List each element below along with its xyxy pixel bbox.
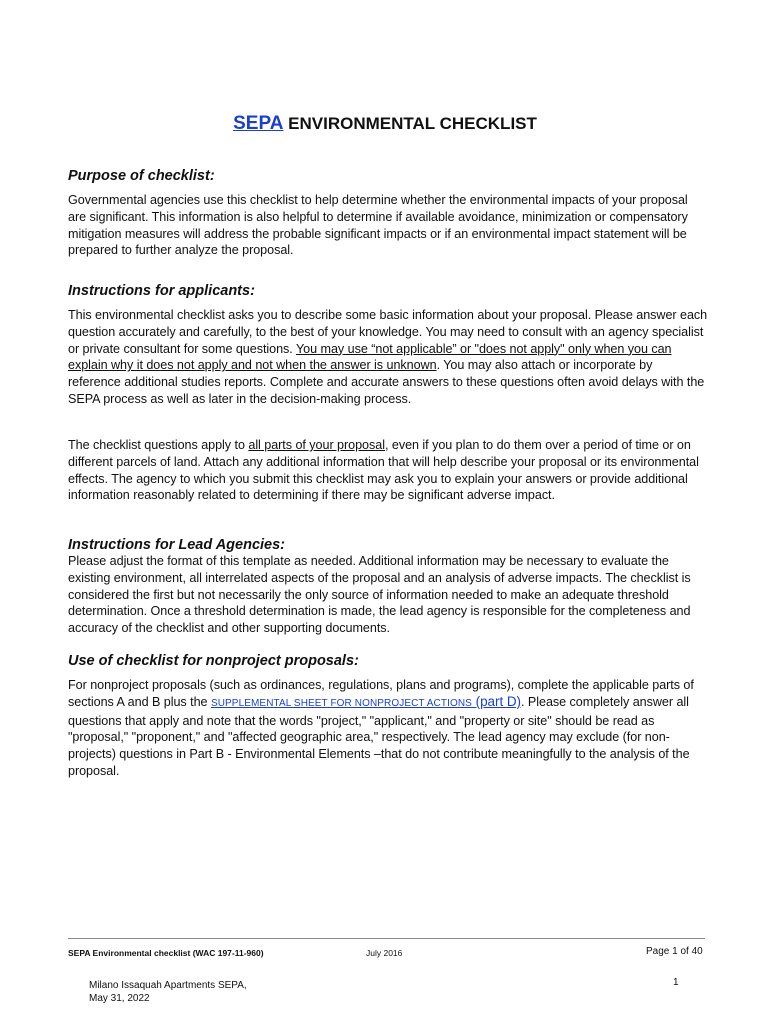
title-text: ENVIRONMENTAL CHECKLIST [283, 114, 537, 133]
purpose-text: Governmental agencies use this checklist to help determine whether the environmental impacts of your proposal are significant. This information is also helpful to determine if available avoidance, minimization or compensatory mitigation measures will address the probable significant impacts or if an environmental impact statement will be prepared to further analyze the proposal. [68, 193, 688, 258]
applicants-paragraph-1 [68, 307, 708, 408]
nonproject-text-end: . Please completely answer all questions that apply and note that the words "project," "applicant," and "property or site" should be read as "proposal," "proponent," and "affected geographic area," respectively. The lead agency may exclude (for non-projects) questions in Part B - Environmental Elements –that do not contribute meaningfully to the analysis of the proposal. [68, 694, 690, 778]
sepa-link[interactable]: SEPA [233, 113, 284, 134]
nonproject-heading: Use of checklist for nonproject proposals: [68, 653, 359, 669]
project-stamp-date: May 31, 2022 [89, 993, 150, 1004]
footer-page-count: Page 1 of 40 [646, 946, 703, 957]
footer-divider [68, 938, 705, 939]
lead-agencies-text: Please adjust the format of this template as needed. Additional information may be necessary to evaluate the existing environment, all interrelated aspects of the proposal and an analysis of adverse impacts. The checklist is considered the first but not necessarily the only source of information needed to make an adequate threshold determination. Once a threshold determination is made, the lead agency is responsible for the completeness and accuracy of the checklist and other supporting documents. [68, 554, 691, 636]
project-stamp [89, 979, 247, 1005]
footer-document-name: SEPA Environmental checklist (WAC 197-11-960) [68, 948, 264, 958]
applicants-p1-text-end: . You may also attach or incorporate by reference additional studies reports. Complete and accurate answers to these questions often avoid delays with the SEPA process as well as later in the decision-making process. [68, 358, 705, 406]
nonproject-text [68, 677, 708, 780]
applicants-p2-underlined: all parts of your proposal [248, 438, 385, 452]
nonproject-text-start: For nonproject proposals (such as ordinances, regulations, plans and programs), complete the applicable parts of sections A and B plus the [68, 678, 694, 709]
lead-agencies-heading: Instructions for Lead Agencies: [68, 537, 285, 553]
applicants-paragraph-2 [68, 437, 708, 504]
stamp-page-number: 1 [673, 977, 679, 988]
purpose-heading: Purpose of checklist: [68, 168, 215, 184]
applicants-p2-text-end: , even if you plan to do them over a period of time or on different parcels of land. Attach any additional information that will help describe your proposal or its environmental effects. The agency to which you submit this checklist may ask you to explain your answers or provide additional information reasonably related to determining if there may be significant adverse impact. [68, 438, 699, 503]
footer-date: July 2016 [366, 948, 403, 958]
applicants-p2-text: The checklist questions apply to [68, 438, 249, 452]
applicants-p1-text: This environmental checklist asks you to describe some basic information about your proposal. Please answer each question accurately and carefully, to the best of your knowledge. You may need to consult with an agency specialist or private consultant for some questions. [68, 308, 708, 356]
applicants-p1-underlined: You may use “not applicable” or "does not apply" only when you can explain why it does not apply and not when the answer is unknown [68, 341, 672, 373]
applicants-heading: Instructions for applicants: [68, 283, 255, 299]
part-d-link[interactable]: (part D) [471, 693, 521, 709]
page-title [0, 112, 770, 136]
project-stamp-title: Milano Issaquah Apartments SEPA, [89, 980, 247, 991]
supplemental-sheet-link[interactable]: SUPPLEMENTAL SHEET FOR NONPROJECT ACTIONS [210, 697, 472, 709]
